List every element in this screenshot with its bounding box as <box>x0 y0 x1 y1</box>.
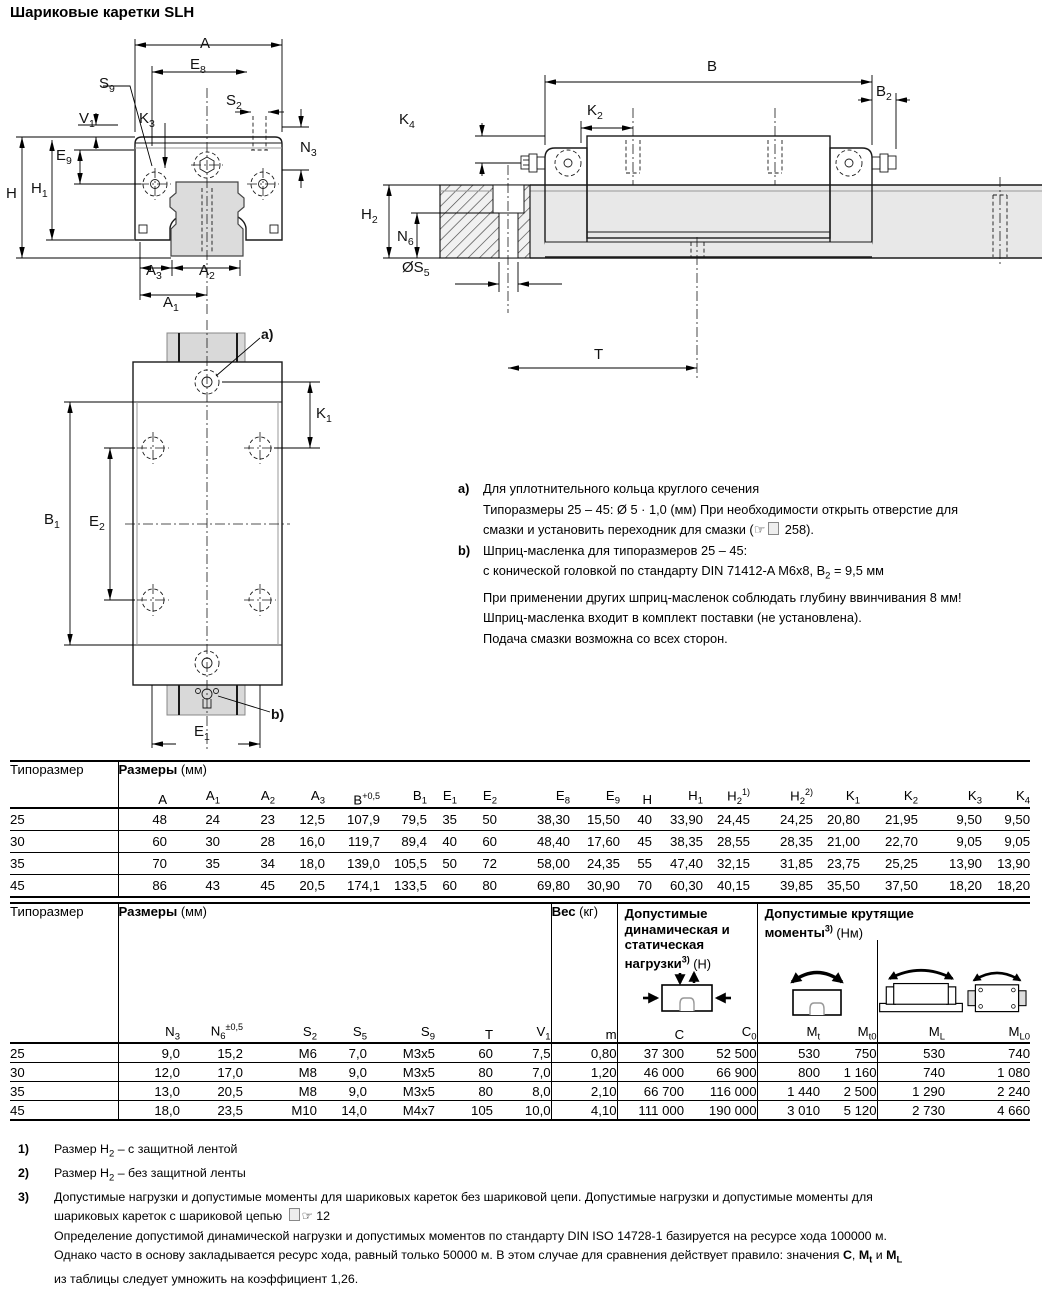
column-header: $K_4$ <box>1015 788 1031 807</box>
value-cell: M8 <box>298 1064 317 1080</box>
dim-label-h: H <box>6 185 17 202</box>
torque-mt-icon <box>780 963 854 1017</box>
table2-corner-header: Типоразмер <box>10 903 118 1043</box>
dim-label-a1: $A_1$ <box>163 294 179 314</box>
row-size-cell: 35 <box>10 853 118 875</box>
column-header: $H_2^{2)}$ <box>790 786 813 807</box>
dim-label-h2: $H_2$ <box>361 206 378 226</box>
dim-label-n3: $N_3$ <box>300 139 317 159</box>
value-cell: 50 <box>482 812 497 827</box>
value-cell: 18,20 <box>948 878 982 893</box>
value-cell: 22,70 <box>884 834 918 849</box>
value-cell: 34 <box>260 856 275 871</box>
value-cell: M3x5 <box>402 1064 435 1080</box>
footnotes-block <box>10 1140 1034 1289</box>
column-header: $B^{+0,5}$ <box>353 790 380 807</box>
value-cell: 740 <box>1008 1045 1031 1061</box>
table1-columns-row <box>10 782 1030 808</box>
value-cell: 1 160 <box>843 1064 877 1080</box>
front-view-drawing <box>10 28 362 320</box>
column-header: $K_3$ <box>967 788 982 807</box>
table2-columns-row <box>10 1020 1030 1043</box>
value-cell: 23,75 <box>826 856 860 871</box>
value-cell: 28,35 <box>779 834 813 849</box>
value-cell: 9,0 <box>348 1064 367 1080</box>
ref-label-a: a) <box>261 326 274 342</box>
column-header: $M_{L0}$ <box>1008 1023 1031 1043</box>
row-size-cell: 25 <box>10 808 118 831</box>
value-cell: 740 <box>877 1063 945 1082</box>
dim-label-v1: $V_1$ <box>79 110 95 130</box>
dim-label-k2: $K_2$ <box>587 102 603 122</box>
value-cell: 5 120 <box>843 1102 877 1118</box>
torque-group-title: Допустимые крутящие моменты$^{3)}$ (Нм) <box>764 906 914 940</box>
moment-ml0-icon <box>965 969 1029 1017</box>
row-size-cell: 45 <box>10 1101 118 1121</box>
value-cell: 12,5 <box>299 812 325 827</box>
dim-label-k4: $K_4$ <box>399 111 415 131</box>
column-header: $C_0$ <box>741 1023 757 1043</box>
table-row <box>10 853 1030 875</box>
value-cell: 139,0 <box>346 856 380 871</box>
value-cell: 21,00 <box>826 834 860 849</box>
load-icon-wrap <box>618 971 757 1020</box>
column-header: $N_6^{\pm 0,5}$ <box>210 1022 243 1043</box>
value-cell: 3 010 <box>757 1101 820 1121</box>
footnote-3-text: Допустимые нагрузки и допустимые моменты для шариковых кареток без шариковой цепи. Допустимые нагрузки и допустимые моменты для шариковых кареток с шариковой цепью ☞ 12 Определение допустимой динамической нагрузки и допустимых моментов по стандарту DIN ISO 14728-1 базируется на ресурсе хода 100000 м. Однако часто в основу закладывается ресурс хода, равный только 50000 м. В этом случае для сравнения действует правило: значения C, $M_t$ и $M_L$ из таблицы следует умножить на коэффициент 1,26. <box>54 1189 903 1286</box>
dim-label-e2: $E_2$ <box>89 513 105 533</box>
dim-label-b: B <box>707 58 718 75</box>
value-cell: 60 <box>478 1045 493 1061</box>
table2-group-dims: Размеры (мм) <box>118 904 207 919</box>
value-cell: 9,05 <box>1004 834 1031 849</box>
column-header: H <box>642 792 652 807</box>
value-cell: 800 <box>757 1063 820 1082</box>
value-cell: 30 <box>205 834 220 849</box>
moment-ml-icon <box>878 965 964 1017</box>
value-cell: 52 500 <box>716 1045 757 1061</box>
footnote-3-marker: 3) <box>18 1189 30 1204</box>
value-cell: 28,55 <box>716 834 750 849</box>
value-cell: 48 <box>152 812 167 827</box>
value-cell: 7,0 <box>348 1045 367 1061</box>
value-cell: 70 <box>152 856 167 871</box>
page-title: Шариковые каретки SLH <box>10 4 195 21</box>
value-cell: 60 <box>152 834 167 849</box>
column-header: $M_{t0}$ <box>857 1023 877 1043</box>
thread-hole-section <box>251 116 268 150</box>
value-cell: 119,7 <box>347 834 380 849</box>
footnote-2-marker: 2) <box>18 1165 30 1180</box>
column-header: T <box>484 1027 493 1043</box>
value-cell: 60 <box>482 834 497 849</box>
value-cell: 66 700 <box>617 1082 684 1101</box>
column-header: $A_2$ <box>260 788 275 807</box>
column-header: $M_t$ <box>757 1020 820 1043</box>
value-cell: 9,0 <box>348 1083 367 1099</box>
column-header: $V_1$ <box>536 1023 551 1043</box>
value-cell: 18,0 <box>154 1102 180 1118</box>
value-cell: 33,90 <box>669 812 703 827</box>
value-cell: 32,15 <box>716 856 750 871</box>
top-view-drawing <box>30 312 370 760</box>
value-cell: 31,85 <box>779 856 813 871</box>
value-cell: 530 <box>757 1043 820 1063</box>
column-header: $A_1$ <box>205 788 220 807</box>
dim-label-b1: $B_1$ <box>44 511 60 531</box>
top-bolt-holes <box>626 108 782 185</box>
table1-body <box>10 808 1030 897</box>
table-row <box>10 831 1030 853</box>
value-cell: 190 000 <box>708 1102 757 1118</box>
value-cell: M4x7 <box>402 1102 435 1118</box>
value-cell: 24,25 <box>779 812 813 827</box>
value-cell: 24,35 <box>586 856 620 871</box>
footnote-3 <box>10 1188 1034 1289</box>
value-cell: 47,40 <box>669 856 703 871</box>
value-cell: 2,10 <box>551 1082 617 1101</box>
dim-label-h1: $H_1$ <box>31 180 48 200</box>
value-cell: 80 <box>478 1064 493 1080</box>
value-cell: 17,0 <box>217 1064 243 1080</box>
value-cell: 4 660 <box>997 1102 1031 1118</box>
column-header: $E_2$ <box>482 788 497 807</box>
value-cell: 23,5 <box>217 1102 243 1118</box>
value-cell: 23 <box>260 812 275 827</box>
ref-label-b: b) <box>271 706 285 722</box>
value-cell: 2 500 <box>843 1083 877 1099</box>
dim-label-a3: $A_3$ <box>146 262 162 282</box>
dimension-lines <box>16 39 309 300</box>
value-cell: 86 <box>152 878 167 893</box>
value-cell: 72 <box>482 856 497 871</box>
torque-mt-cell <box>758 940 878 1020</box>
dim-label-e1: $E_1$ <box>194 723 210 743</box>
value-cell: 174,1 <box>346 878 380 893</box>
note-b-marker: b) <box>458 542 471 558</box>
dim-label-s9: $S_9$ <box>99 75 115 95</box>
value-cell: 80 <box>482 878 497 893</box>
note-a-text: Для уплотнительного кольца круглого сечения Типоразмеры 25 – 45: Ø 5 · 1,0 (мм) При необходимости открыть отверстие для смазки и установить переходник для смазки (☞ 258). <box>483 481 959 538</box>
row-size-cell: 30 <box>10 831 118 853</box>
value-cell: 1 440 <box>757 1082 820 1101</box>
dim-label-k3: $K_3$ <box>139 110 155 130</box>
column-header: $M_L$ <box>877 1020 945 1043</box>
value-cell: 1 290 <box>877 1082 945 1101</box>
value-cell: 21,95 <box>884 812 918 827</box>
value-cell: 9,0 <box>161 1045 180 1061</box>
value-cell: 9,50 <box>956 812 982 827</box>
value-cell: 24,45 <box>716 812 750 827</box>
value-cell: M3x5 <box>402 1045 435 1061</box>
value-cell: 38,30 <box>536 812 570 827</box>
column-header: $A_3$ <box>310 788 325 807</box>
load-group-title: Допустимые динамическая и статическая нагрузки$^{3)}$ (Н) <box>624 906 730 971</box>
dim-label-t: T <box>594 346 604 363</box>
value-cell: 4,10 <box>551 1101 617 1121</box>
value-cell: 35,50 <box>826 878 860 893</box>
value-cell: 111 000 <box>617 1101 684 1121</box>
carriage-top <box>133 362 282 685</box>
note-b <box>458 541 1038 650</box>
column-header: $H_2^{1)}$ <box>727 786 750 807</box>
table-row <box>10 875 1030 898</box>
value-cell: 530 <box>877 1043 945 1063</box>
value-cell: 20,80 <box>826 812 860 827</box>
column-header: $K_2$ <box>903 788 918 807</box>
grease-nipple-left <box>521 154 545 172</box>
table-row <box>10 1101 1030 1121</box>
value-cell: 750 <box>854 1045 877 1061</box>
value-cell: 1,20 <box>551 1063 617 1082</box>
value-cell: 39,85 <box>779 878 813 893</box>
value-cell: 58,00 <box>536 856 570 871</box>
dim-label-e8: $E_8$ <box>190 56 206 76</box>
value-cell: 38,35 <box>669 834 703 849</box>
row-size-cell: 45 <box>10 875 118 898</box>
value-cell: 89,4 <box>401 834 427 849</box>
value-cell: 66 900 <box>716 1064 757 1080</box>
value-cell: 37 300 <box>617 1043 684 1063</box>
value-cell: 43 <box>205 878 220 893</box>
value-cell: 8,0 <box>532 1083 551 1099</box>
value-cell: 1 080 <box>997 1064 1031 1080</box>
value-cell: 10,0 <box>524 1102 551 1118</box>
dim-label-n6: $N_6$ <box>397 228 414 248</box>
note-a-marker: a) <box>458 481 470 496</box>
table-row <box>10 1082 1030 1101</box>
side-view-drawing <box>375 45 1042 380</box>
value-cell: 48,40 <box>536 834 570 849</box>
row-size-cell: 30 <box>10 1063 118 1082</box>
footnote-2-text: Размер $H_2$ – без защитной ленты <box>54 1165 246 1184</box>
value-cell: 37,50 <box>884 878 918 893</box>
dimensions-table <box>10 760 1030 898</box>
value-cell: 15,50 <box>586 812 620 827</box>
value-cell: 7,5 <box>532 1045 551 1061</box>
value-cell: 25,25 <box>884 856 918 871</box>
table1-group-dims: Размеры (мм) <box>118 762 207 777</box>
value-cell: 35 <box>205 856 220 871</box>
column-header: $B_1$ <box>412 788 427 807</box>
footnote-2 <box>10 1164 1034 1188</box>
torque-ml-cell <box>878 965 1031 1020</box>
value-cell: 0,80 <box>551 1043 617 1063</box>
grease-nipple-right <box>872 154 896 172</box>
value-cell: 20,5 <box>299 878 325 893</box>
value-cell: M10 <box>291 1102 317 1118</box>
value-cell: 20,5 <box>217 1083 243 1099</box>
column-header: $S_9$ <box>420 1023 435 1043</box>
value-cell: 80 <box>478 1083 493 1099</box>
table-row <box>10 1063 1030 1082</box>
column-header: $E_9$ <box>605 788 620 807</box>
column-header: $H_1$ <box>688 788 703 807</box>
row-size-cell: 35 <box>10 1082 118 1101</box>
value-cell: 45 <box>637 834 652 849</box>
note-b-text: Шприц-масленка для типоразмеров 25 – 45: с конической головкой по стандарту DIN 71412-A M6x8, $B_2 = 9,5$ мм При применении других шприц-масленок соблюдать глубину ввинчивания 8 мм! Шприц-масленка входит в комплект поставки (не установлена). Подача смазки возможна со всех сторон. <box>483 542 962 646</box>
column-header: C <box>617 1020 684 1043</box>
value-cell: 9,05 <box>956 834 982 849</box>
value-cell: 16,0 <box>299 834 325 849</box>
dim-label-s5: $ØS_5$ <box>402 259 430 279</box>
value-cell: 13,90 <box>948 856 982 871</box>
dim-label-k1: $K_1$ <box>316 405 332 425</box>
value-cell: 15,2 <box>217 1045 243 1061</box>
value-cell: 17,60 <box>586 834 620 849</box>
value-cell: 46 000 <box>617 1063 684 1082</box>
value-cell: 116 000 <box>709 1083 757 1099</box>
dim-label-s2: $S_2$ <box>226 92 242 112</box>
table-row <box>10 1043 1030 1063</box>
footnote-1-text: Размер $H_2$ – с защитной лентой <box>54 1142 238 1160</box>
table2-group-load <box>617 903 757 1020</box>
value-cell: 69,80 <box>536 878 570 893</box>
value-cell: 12,0 <box>154 1064 180 1080</box>
value-cell: 60 <box>442 878 457 893</box>
value-cell: 79,5 <box>401 812 427 827</box>
value-cell: 40,15 <box>716 878 750 893</box>
value-cell: M6 <box>298 1045 317 1061</box>
column-header: $S_2$ <box>302 1023 317 1043</box>
loads-table <box>10 902 1030 1121</box>
value-cell: 18,20 <box>997 878 1031 893</box>
value-cell: 70 <box>637 878 652 893</box>
column-header: $S_5$ <box>352 1023 367 1043</box>
column-header: $K_1$ <box>845 788 860 807</box>
column-header: m <box>551 1020 617 1043</box>
value-cell: 2 730 <box>877 1101 945 1121</box>
column-header: $E_8$ <box>555 788 570 807</box>
value-cell: 45 <box>260 878 275 893</box>
value-cell: 7,0 <box>532 1064 551 1080</box>
value-cell: 40 <box>442 834 457 849</box>
value-cell: 24 <box>205 812 220 827</box>
value-cell: M8 <box>298 1083 317 1099</box>
load-direction-icon <box>635 971 739 1017</box>
footnote-1 <box>10 1140 1034 1164</box>
value-cell: 13,90 <box>997 856 1031 871</box>
value-cell: 40 <box>637 812 652 827</box>
value-cell: 14,0 <box>341 1102 367 1118</box>
value-cell: 30,90 <box>586 878 620 893</box>
dim-label-e9: $E_9$ <box>56 147 72 167</box>
value-cell: 105 <box>470 1102 493 1118</box>
value-cell: 60,30 <box>669 878 703 893</box>
value-cell: 18,0 <box>299 856 325 871</box>
value-cell: 133,5 <box>393 878 427 893</box>
value-cell: 35 <box>442 812 457 827</box>
row-size-cell: 25 <box>10 1043 118 1063</box>
notes-block <box>458 479 1038 649</box>
table1-corner-header: Типоразмер <box>10 761 118 808</box>
column-header: $N_3$ <box>165 1023 180 1043</box>
value-cell: 2 240 <box>997 1083 1031 1099</box>
value-cell: 13,0 <box>154 1083 180 1099</box>
table2-group-torque <box>757 903 1030 1020</box>
table2-body <box>10 1043 1030 1120</box>
value-cell: 107,9 <box>346 812 380 827</box>
value-cell: 9,50 <box>1004 812 1031 827</box>
dim-label-a2: $A_2$ <box>199 262 215 282</box>
note-a <box>458 479 1038 541</box>
table2-group-weight: Вес (кг) <box>551 903 617 1020</box>
value-cell: M3x5 <box>402 1083 435 1099</box>
dim-label-a: A <box>200 35 211 52</box>
value-cell: 50 <box>442 856 457 871</box>
footnote-1-marker: 1) <box>18 1142 30 1156</box>
column-header: $E_1$ <box>442 788 457 807</box>
dim-label-b2: $B_2$ <box>876 83 892 103</box>
table-row <box>10 808 1030 831</box>
value-cell: 105,5 <box>393 856 427 871</box>
value-cell: 28 <box>260 834 275 849</box>
value-cell: 55 <box>637 856 652 871</box>
torque-icons-row <box>758 940 1031 1020</box>
column-header: A <box>158 792 167 807</box>
